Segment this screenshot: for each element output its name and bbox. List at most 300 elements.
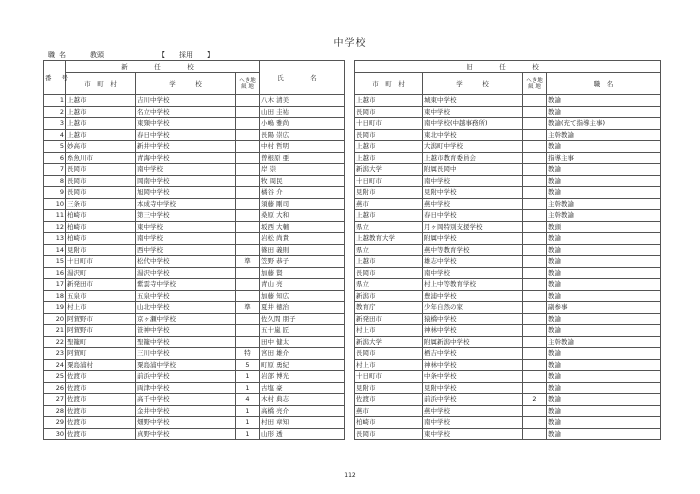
person-name: 笠野 恭子: [260, 256, 345, 268]
new-city: 上越市: [66, 129, 136, 141]
old-city: 村上市: [355, 359, 423, 371]
person-name: 長陽 崇広: [260, 129, 345, 141]
row-number: 16: [44, 267, 66, 279]
position: 教諭: [547, 175, 661, 187]
table-row: [44, 210, 661, 222]
column-gap: [345, 187, 355, 199]
table-row: [44, 279, 661, 291]
new-remote-level: 1: [236, 382, 260, 394]
old-remote-level: [523, 233, 547, 245]
old-remote-level: [523, 382, 547, 394]
old-city: 長岡市: [355, 348, 423, 360]
new-school: 聖籠中学校: [136, 336, 236, 348]
position: 教諭: [547, 267, 661, 279]
old-remote-level: [523, 336, 547, 348]
old-city: 県立: [355, 279, 423, 291]
old-school: 附属中学校: [423, 233, 523, 245]
new-school: 東頸中学校: [136, 118, 236, 130]
old-city: 上越市: [355, 152, 423, 164]
column-gap: [345, 336, 355, 348]
header-new-post: 新 任 校: [66, 61, 260, 73]
new-remote-level: [236, 313, 260, 325]
new-remote-level: [236, 164, 260, 176]
header-position: 職 名: [547, 73, 661, 95]
table-row: [44, 267, 661, 279]
row-number: 20: [44, 313, 66, 325]
row-number: 4: [44, 129, 66, 141]
table-row: [44, 371, 661, 383]
position: 教諭(充て指導主事): [547, 118, 661, 130]
new-city: 長岡市: [66, 187, 136, 199]
new-remote-level: [236, 152, 260, 164]
column-gap: [345, 371, 355, 383]
old-remote-level: [523, 405, 547, 417]
header-new-remote: へき地 級 地: [236, 73, 260, 95]
new-city: 粟島浦村: [66, 359, 136, 371]
table-row: [44, 428, 661, 440]
old-remote-level: [523, 428, 547, 440]
row-number: 24: [44, 359, 66, 371]
old-school: 大潟町中学校: [423, 141, 523, 153]
old-city: 十日町市: [355, 175, 423, 187]
new-city: 佐渡市: [66, 428, 136, 440]
row-number: 14: [44, 244, 66, 256]
position: 主幹教諭: [547, 336, 661, 348]
column-gap: [345, 141, 355, 153]
new-school: 金井中学校: [136, 405, 236, 417]
table-row: [44, 313, 661, 325]
new-city: 村上市: [66, 302, 136, 314]
position: 教諭: [547, 371, 661, 383]
new-remote-level: 1: [236, 371, 260, 383]
person-name: 八木 清美: [260, 95, 345, 107]
new-remote-level: 準: [236, 256, 260, 268]
new-school: 第三中学校: [136, 210, 236, 222]
person-name: 曽根原 亜: [260, 152, 345, 164]
person-name: 山田 圭祐: [260, 106, 345, 118]
table-row: [44, 198, 661, 210]
old-remote-level: 2: [523, 394, 547, 406]
person-name: 山形 透: [260, 428, 345, 440]
new-remote-level: [236, 141, 260, 153]
position: 教諭: [547, 428, 661, 440]
old-city: 柏崎市: [355, 417, 423, 429]
person-name: 五十嵐 匠: [260, 325, 345, 337]
new-remote-level: [236, 129, 260, 141]
new-city: 長岡市: [66, 175, 136, 187]
old-city: 上越市: [355, 210, 423, 222]
person-name: 宮田 雄介: [260, 348, 345, 360]
old-school: 附属新潟中学校: [423, 336, 523, 348]
person-name: 岸 崇: [260, 164, 345, 176]
table-row: [44, 382, 661, 394]
old-city: 十日町市: [355, 371, 423, 383]
person-name: 坂西 大輔: [260, 221, 345, 233]
column-gap: [345, 256, 355, 268]
table-row: [44, 129, 661, 141]
new-remote-level: [236, 244, 260, 256]
column-gap: [345, 106, 355, 118]
new-school: 東中学校: [136, 221, 236, 233]
old-city: 十日町市: [355, 118, 423, 130]
old-remote-level: [523, 256, 547, 268]
position: 教諭: [547, 417, 661, 429]
new-city: 上越市: [66, 106, 136, 118]
table-row: [44, 221, 661, 233]
column-gap: [345, 152, 355, 164]
old-remote-level: [523, 325, 547, 337]
position: 教諭: [547, 325, 661, 337]
table-row: [44, 141, 661, 153]
position: 教頭: [547, 221, 661, 233]
person-name: 中村 哲明: [260, 141, 345, 153]
column-gap: [345, 244, 355, 256]
column-gap: [345, 233, 355, 245]
new-remote-level: [236, 198, 260, 210]
row-number: 22: [44, 336, 66, 348]
table-row: [44, 95, 661, 107]
new-school: 五泉中学校: [136, 290, 236, 302]
table-row: [44, 244, 661, 256]
old-city: 上越教育大学: [355, 233, 423, 245]
new-city: 五泉市: [66, 290, 136, 302]
new-school: 春日中学校: [136, 129, 236, 141]
person-name: 夏井 徳治: [260, 302, 345, 314]
table-row: [44, 394, 661, 406]
old-school: 雄志中学校: [423, 256, 523, 268]
page-title: 中学校: [333, 38, 367, 49]
new-school: 紫雲寺中学校: [136, 279, 236, 291]
adoption-label: 【 採用 】: [158, 51, 214, 59]
new-remote-level: [236, 290, 260, 302]
old-school: 南中学校: [423, 267, 523, 279]
new-remote-level: [236, 118, 260, 130]
table-row: [44, 302, 661, 314]
old-remote-level: [523, 417, 547, 429]
column-gap: [345, 417, 355, 429]
header-name: 氏 名: [260, 61, 345, 95]
row-number: 28: [44, 405, 66, 417]
old-city: 見附市: [355, 382, 423, 394]
new-city: 佐渡市: [66, 371, 136, 383]
old-remote-level: [523, 95, 547, 107]
old-remote-level: [523, 187, 547, 199]
old-city: 県立: [355, 244, 423, 256]
row-number: 2: [44, 106, 66, 118]
person-name: 岩部 博光: [260, 371, 345, 383]
new-city: 佐渡市: [66, 382, 136, 394]
new-remote-level: 5: [236, 359, 260, 371]
row-number: 17: [44, 279, 66, 291]
new-school: 両津中学校: [136, 382, 236, 394]
row-number: 15: [44, 256, 66, 268]
new-remote-level: [236, 210, 260, 222]
person-name: 佐久間 朋子: [260, 313, 345, 325]
old-school: 南中学校(中越事務所): [423, 118, 523, 130]
old-city: 新潟大学: [355, 164, 423, 176]
old-school: 見附中学校: [423, 382, 523, 394]
column-gap: [345, 129, 355, 141]
column-gap: [345, 302, 355, 314]
old-remote-level: [523, 198, 547, 210]
new-remote-level: [236, 95, 260, 107]
old-city: 長岡市: [355, 106, 423, 118]
old-school: 南中学校: [423, 417, 523, 429]
column-gap: [345, 175, 355, 187]
new-school: 笹神中学校: [136, 325, 236, 337]
person-name: 青山 亮: [260, 279, 345, 291]
person-name: 町原 勇紀: [260, 359, 345, 371]
person-name: 牧 周民: [260, 175, 345, 187]
column-gap: [345, 198, 355, 210]
person-name: 木村 典志: [260, 394, 345, 406]
old-school: 神林中学校: [423, 325, 523, 337]
new-city: 長岡市: [66, 164, 136, 176]
new-school: 本成寺中学校: [136, 198, 236, 210]
table-row: [44, 256, 661, 268]
row-number: 5: [44, 141, 66, 153]
personnel-table: [43, 60, 661, 440]
old-city: 燕市: [355, 198, 423, 210]
new-remote-level: 1: [236, 405, 260, 417]
new-remote-level: [236, 233, 260, 245]
meta-line: [48, 50, 238, 60]
table-row: [44, 290, 661, 302]
old-school: 前浜中学校: [423, 394, 523, 406]
person-name: 村田 章知: [260, 417, 345, 429]
new-school: 南中学校: [136, 233, 236, 245]
column-gap: [345, 325, 355, 337]
new-school: 前浜中学校: [136, 371, 236, 383]
new-city: 柏崎市: [66, 233, 136, 245]
column-gap: [345, 267, 355, 279]
new-school: 畑野中学校: [136, 417, 236, 429]
old-city: 上越市: [355, 256, 423, 268]
new-city: 柏崎市: [66, 221, 136, 233]
table-row: [44, 175, 661, 187]
new-school: 新井中学校: [136, 141, 236, 153]
new-school: 真野中学校: [136, 428, 236, 440]
table-row: [44, 405, 661, 417]
old-school: 燕中等教育学校: [423, 244, 523, 256]
old-school: 春日中学校: [423, 210, 523, 222]
old-city: 長岡市: [355, 129, 423, 141]
old-school: 東中学校: [423, 428, 523, 440]
new-city: 三条市: [66, 198, 136, 210]
column-gap: [345, 394, 355, 406]
new-remote-level: [236, 187, 260, 199]
position: 教諭: [547, 233, 661, 245]
row-number: 6: [44, 152, 66, 164]
table-row: [44, 359, 661, 371]
old-city: 上越市: [355, 95, 423, 107]
old-remote-level: [523, 348, 547, 360]
header-new-city: 市 町 村: [66, 73, 136, 95]
position: 教諭: [547, 244, 661, 256]
position: 指導主事: [547, 152, 661, 164]
column-gap: [345, 428, 355, 440]
old-remote-level: [523, 141, 547, 153]
old-remote-level: [523, 371, 547, 383]
row-number: 26: [44, 382, 66, 394]
new-city: 阿賀町: [66, 348, 136, 360]
old-remote-level: [523, 152, 547, 164]
header-no: 番号: [44, 61, 66, 95]
position: 教諭: [547, 164, 661, 176]
old-school: 燕中学校: [423, 198, 523, 210]
new-city: 見附市: [66, 244, 136, 256]
new-remote-level: 準: [236, 302, 260, 314]
column-gap: [345, 61, 355, 95]
old-school: 村上中等教育学校: [423, 279, 523, 291]
old-school: 猿橋中学校: [423, 313, 523, 325]
person-name: 加藤 知広: [260, 290, 345, 302]
new-city: 妙高市: [66, 141, 136, 153]
job-value: 教頭: [90, 51, 104, 59]
table-row: [44, 325, 661, 337]
person-name: 高橋 亮介: [260, 405, 345, 417]
old-remote-level: [523, 118, 547, 130]
new-city: 阿賀野市: [66, 325, 136, 337]
new-city: 湯沢町: [66, 267, 136, 279]
new-remote-level: [236, 336, 260, 348]
person-name: 岩松 尚貴: [260, 233, 345, 245]
new-city: 柏崎市: [66, 210, 136, 222]
old-remote-level: [523, 164, 547, 176]
old-school: 栖吉中学校: [423, 348, 523, 360]
new-remote-level: [236, 279, 260, 291]
row-number: 29: [44, 417, 66, 429]
table-row: [44, 233, 661, 245]
position: 教諭: [547, 290, 661, 302]
old-city: 見附市: [355, 187, 423, 199]
old-city: 県立: [355, 221, 423, 233]
table-row: [44, 348, 661, 360]
row-number: 3: [44, 118, 66, 130]
new-school: 高千中学校: [136, 394, 236, 406]
new-city: 佐渡市: [66, 417, 136, 429]
person-name: 小嶋 雅尚: [260, 118, 345, 130]
row-number: 27: [44, 394, 66, 406]
old-remote-level: [523, 290, 547, 302]
new-school: 岡南中学校: [136, 175, 236, 187]
row-number: 8: [44, 175, 66, 187]
row-number: 30: [44, 428, 66, 440]
column-gap: [345, 118, 355, 130]
new-school: 山北中学校: [136, 302, 236, 314]
position: 教諭: [547, 256, 661, 268]
new-school: 名立中学校: [136, 106, 236, 118]
old-city: 新潟市: [355, 290, 423, 302]
new-city: 佐渡市: [66, 394, 136, 406]
row-number: 18: [44, 290, 66, 302]
old-school: 燕中学校: [423, 405, 523, 417]
new-remote-level: [236, 325, 260, 337]
new-remote-level: [236, 221, 260, 233]
position: 副参事: [547, 302, 661, 314]
column-gap: [345, 221, 355, 233]
new-city: 糸魚川市: [66, 152, 136, 164]
old-school: 中条中学校: [423, 371, 523, 383]
old-remote-level: [523, 279, 547, 291]
person-name: 篠田 義則: [260, 244, 345, 256]
old-school: 東北中学校: [423, 129, 523, 141]
row-number: 12: [44, 221, 66, 233]
old-school: 附属長岡中: [423, 164, 523, 176]
position: 教諭: [547, 95, 661, 107]
position: 主幹教諭: [547, 198, 661, 210]
old-remote-level: [523, 267, 547, 279]
column-gap: [345, 95, 355, 107]
old-city: 佐渡市: [355, 394, 423, 406]
position: 教諭: [547, 348, 661, 360]
old-school: 見附中学校: [423, 187, 523, 199]
header-old-post: 旧 任 校: [355, 61, 661, 73]
new-school: 旭岡中学校: [136, 187, 236, 199]
old-school: 東中学校: [423, 106, 523, 118]
position: 教諭: [547, 106, 661, 118]
table-row: [44, 336, 661, 348]
old-remote-level: [523, 302, 547, 314]
position: 教諭: [547, 405, 661, 417]
column-gap: [345, 382, 355, 394]
new-city: 聖籠町: [66, 336, 136, 348]
column-gap: [345, 359, 355, 371]
new-remote-level: 特: [236, 348, 260, 360]
position: 教諭: [547, 141, 661, 153]
new-city: 阿賀野市: [66, 313, 136, 325]
row-number: 21: [44, 325, 66, 337]
new-school: 松代中学校: [136, 256, 236, 268]
person-name: 桑原 大和: [260, 210, 345, 222]
new-school: 粟島浦中学校: [136, 359, 236, 371]
table-row: [44, 118, 661, 130]
header-old-school: 学 校: [423, 73, 523, 95]
old-school: 神林中学校: [423, 359, 523, 371]
column-gap: [345, 348, 355, 360]
table-row: [44, 417, 661, 429]
old-city: 長岡市: [355, 267, 423, 279]
row-number: 13: [44, 233, 66, 245]
person-name: 須藤 剛司: [260, 198, 345, 210]
new-city: 上越市: [66, 95, 136, 107]
old-remote-level: [523, 244, 547, 256]
new-school: 湯沢中学校: [136, 267, 236, 279]
new-school: 京ヶ瀬中学校: [136, 313, 236, 325]
table-row: [44, 152, 661, 164]
new-remote-level: 1: [236, 428, 260, 440]
old-city: 新発田市: [355, 313, 423, 325]
header-old-city: 市 町 村: [355, 73, 423, 95]
row-number: 9: [44, 187, 66, 199]
new-school: 青海中学校: [136, 152, 236, 164]
column-gap: [345, 279, 355, 291]
column-gap: [345, 313, 355, 325]
new-school: 西中学校: [136, 244, 236, 256]
person-name: 橘谷 介: [260, 187, 345, 199]
old-city: 長岡市: [355, 428, 423, 440]
old-school: 豊浦中学校: [423, 290, 523, 302]
header-old-remote: へき地 級 地: [523, 73, 547, 95]
new-school: 南中学校: [136, 164, 236, 176]
column-gap: [345, 290, 355, 302]
old-school: 城東中学校: [423, 95, 523, 107]
old-city: 新潟大学: [355, 336, 423, 348]
old-remote-level: [523, 221, 547, 233]
table-row: [44, 106, 661, 118]
new-school: 三川中学校: [136, 348, 236, 360]
new-remote-level: [236, 267, 260, 279]
